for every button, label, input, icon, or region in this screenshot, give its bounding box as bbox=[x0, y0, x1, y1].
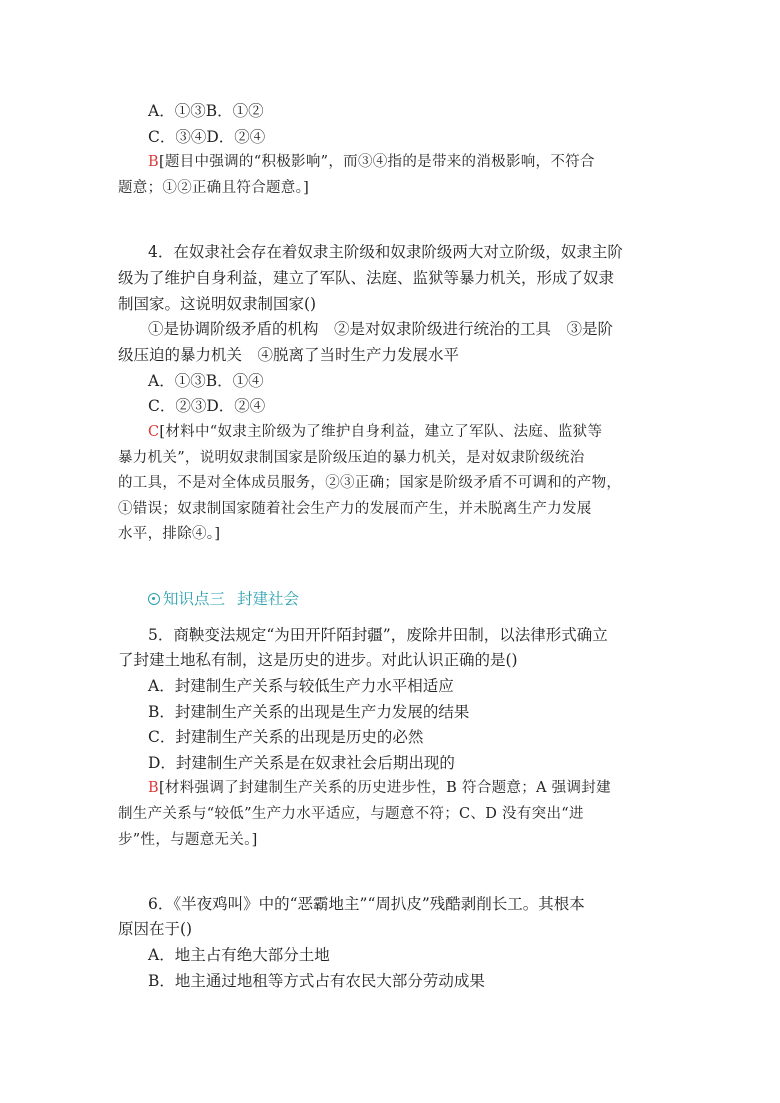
q4-answer-text-1: [材料中“奴隶主阶级为了维护自身利益，建立了军队、法庭、监狱等 bbox=[159, 424, 603, 440]
q5-answer-line-2: 制生产关系与“较低”生产力水平适应，与题意不符；C、D 没有突出“进 bbox=[118, 806, 584, 822]
q3-options-ab: A．①③B．①② bbox=[148, 102, 264, 120]
q6-option-b: B．地主通过地租等方式占有农民大部分劳动成果 bbox=[148, 972, 485, 990]
q5-stem-line-2: 了封建土地私有制，这是历史的进步。对此认识正确的是() bbox=[118, 651, 518, 669]
q4-items-line-2: 级压迫的暴力机关 ④脱离了当时生产力发展水平 bbox=[118, 346, 460, 364]
circled-dot-icon bbox=[148, 593, 160, 605]
section-label: 知识点三 bbox=[163, 590, 226, 608]
q5-option-a: A．封建制生产关系与较低生产力水平相适应 bbox=[148, 677, 454, 695]
q6-stem-line-1: 6．《半夜鸡叫》中的“恶霸地主”“周扒皮”残酷剥削长工。其根本 bbox=[148, 895, 585, 913]
q4-answer-line-2: 暴力机关”，说明奴隶制国家是阶级压迫的暴力机关，是对奴隶阶级统治 bbox=[118, 450, 585, 466]
q4-answer-line-3: 的工具，不是对全体成员服务，②③正确；国家是阶级矛盾不可调和的产物， bbox=[118, 475, 622, 491]
q4-stem-line-1: 4．在奴隶社会存在着奴隶主阶级和奴隶阶级两大对立阶级，奴隶主阶 bbox=[148, 243, 623, 261]
q5-answer-text-1: [材料强调了封建制生产关系的历史进步性，B 符合题意；A 强调封建 bbox=[158, 780, 611, 796]
q4-answer-letter: C bbox=[148, 424, 160, 440]
q3-options-cd: C．③④D．②④ bbox=[148, 128, 266, 146]
q3-answer-text-1: [题目中强调的“积极影响”，而③④指的是带来的消极影响，不符合 bbox=[158, 154, 595, 170]
q4-answer-line-1 bbox=[148, 422, 602, 442]
q5-answer-line-3: 步”性，与题意无关。] bbox=[118, 832, 258, 848]
q4-stem-line-2: 级为了维护自身利益，建立了军队、法庭、监狱等暴力机关，形成了奴隶 bbox=[118, 269, 615, 287]
q5-answer-line-1 bbox=[148, 778, 611, 798]
q3-answer-letter: B bbox=[148, 154, 159, 170]
q4-stem-line-3: 制国家。这说明奴隶制国家() bbox=[118, 295, 317, 313]
q4-items-line-1: ①是协调阶级矛盾的机构 ②是对奴隶阶级进行统治的工具 ③是阶 bbox=[148, 320, 614, 338]
q6-stem-line-2: 原因在于() bbox=[118, 920, 193, 938]
q6-option-a: A．地主占有绝大部分土地 bbox=[148, 946, 330, 964]
q3-answer-line-1 bbox=[148, 152, 595, 172]
q5-stem-line-1: 5．商鞅变法规定“为田开阡陌封疆”，废除井田制，以法律形式确立 bbox=[148, 626, 608, 644]
q5-option-c: C．封建制生产关系的出现是历史的必然 bbox=[148, 728, 424, 746]
q4-answer-line-5: 水平，排除④。] bbox=[118, 526, 221, 542]
q3-answer-line-2: 题意；①②正确且符合题意。] bbox=[118, 180, 310, 196]
q5-option-b: B．封建制生产关系的出现是生产力发展的结果 bbox=[148, 703, 470, 721]
q4-options-cd: C．②③D．②④ bbox=[148, 397, 266, 415]
q5-option-d: D．封建制生产关系是在奴隶社会后期出现的 bbox=[148, 754, 455, 772]
q5-answer-letter: B bbox=[148, 780, 159, 796]
q4-answer-line-4: ①错误；奴隶制国家随着社会生产力的发展而产生，并未脱离生产力发展 bbox=[118, 501, 592, 517]
section-heading bbox=[148, 589, 299, 609]
section-title: 封建社会 bbox=[237, 590, 300, 608]
q4-options-ab: A．①③B．①④ bbox=[148, 372, 264, 390]
